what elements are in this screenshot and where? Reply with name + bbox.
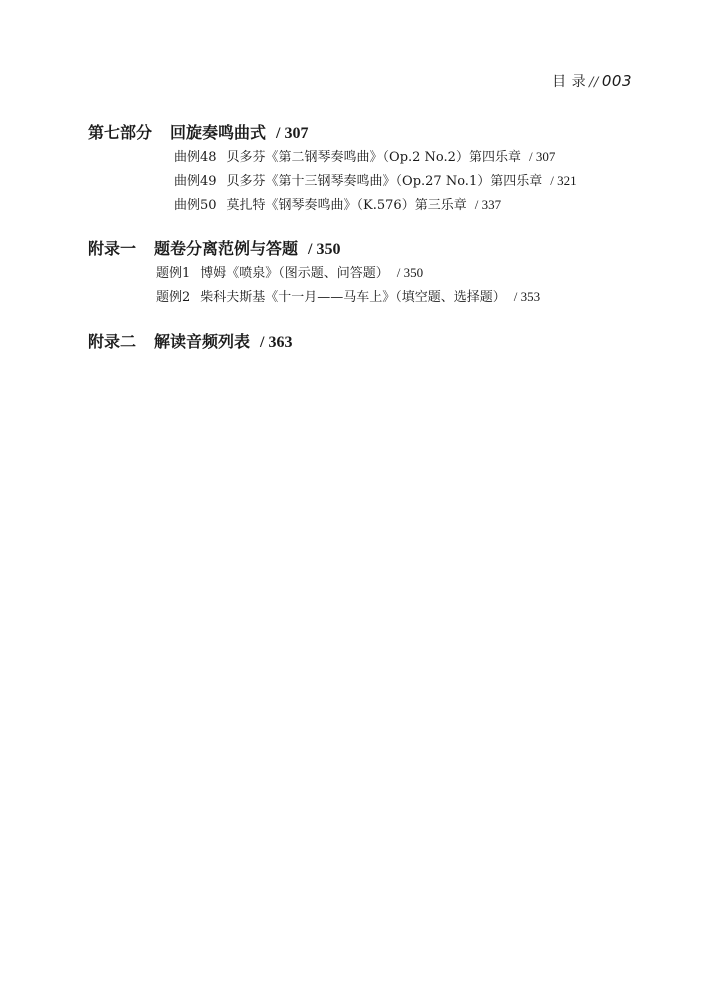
running-header bbox=[552, 71, 632, 91]
entry-number: 曲例50 bbox=[174, 198, 217, 213]
entry-title: 贝多芬《第二钢琴奏鸣曲》（Op.2 No.2）第四乐章 bbox=[226, 150, 521, 165]
section-page: / 307 bbox=[276, 125, 309, 142]
entry-title: 莫扎特《钢琴奏鸣曲》（K.576）第三乐章 bbox=[226, 198, 467, 213]
section-page: / 363 bbox=[260, 334, 293, 351]
section-heading[interactable] bbox=[88, 237, 658, 261]
entry-page: / 321 bbox=[550, 173, 577, 188]
section-name: 回旋奏鸣曲式 bbox=[170, 123, 267, 142]
toc-entry[interactable] bbox=[156, 285, 658, 309]
entry-page: / 353 bbox=[513, 289, 541, 304]
section-heading[interactable] bbox=[88, 330, 658, 354]
section-page: / 350 bbox=[308, 241, 341, 258]
toc-entry[interactable] bbox=[156, 261, 658, 285]
section-label: 附录二 bbox=[88, 332, 137, 351]
entry-list bbox=[88, 261, 658, 309]
entry-title: 贝多芬《第十三钢琴奏鸣曲》（Op.27 No.1）第四乐章 bbox=[226, 174, 543, 189]
entry-title: 博姆《喷泉》（图示题、问答题） bbox=[200, 266, 389, 281]
toc-entry[interactable] bbox=[174, 169, 658, 193]
header-label: 目 录 bbox=[552, 74, 587, 90]
header-page-number: 003 bbox=[601, 72, 632, 90]
entry-page: / 307 bbox=[528, 149, 556, 164]
entry-page: / 337 bbox=[474, 197, 502, 212]
toc-section-appendix-2 bbox=[88, 330, 658, 354]
toc-section-part-7 bbox=[88, 121, 658, 217]
toc-entry[interactable] bbox=[174, 193, 658, 217]
section-name: 解读音频列表 bbox=[154, 332, 251, 351]
entry-number: 曲例49 bbox=[174, 174, 217, 189]
header-separator: ∕∕ bbox=[589, 75, 599, 90]
toc-section-appendix-1 bbox=[88, 237, 658, 309]
entry-number: 曲例48 bbox=[174, 150, 217, 165]
section-label: 附录一 bbox=[88, 239, 137, 258]
entry-number: 题例2 bbox=[156, 290, 191, 305]
entry-number: 题例1 bbox=[156, 266, 191, 281]
toc-entry[interactable] bbox=[174, 145, 658, 169]
entry-page: / 350 bbox=[396, 265, 424, 280]
section-label: 第七部分 bbox=[88, 123, 153, 142]
entry-title: 柴科夫斯基《十一月——马车上》（填空题、选择题） bbox=[200, 290, 506, 305]
section-name: 题卷分离范例与答题 bbox=[154, 239, 299, 258]
entry-list bbox=[88, 145, 658, 217]
section-heading[interactable] bbox=[88, 121, 658, 145]
